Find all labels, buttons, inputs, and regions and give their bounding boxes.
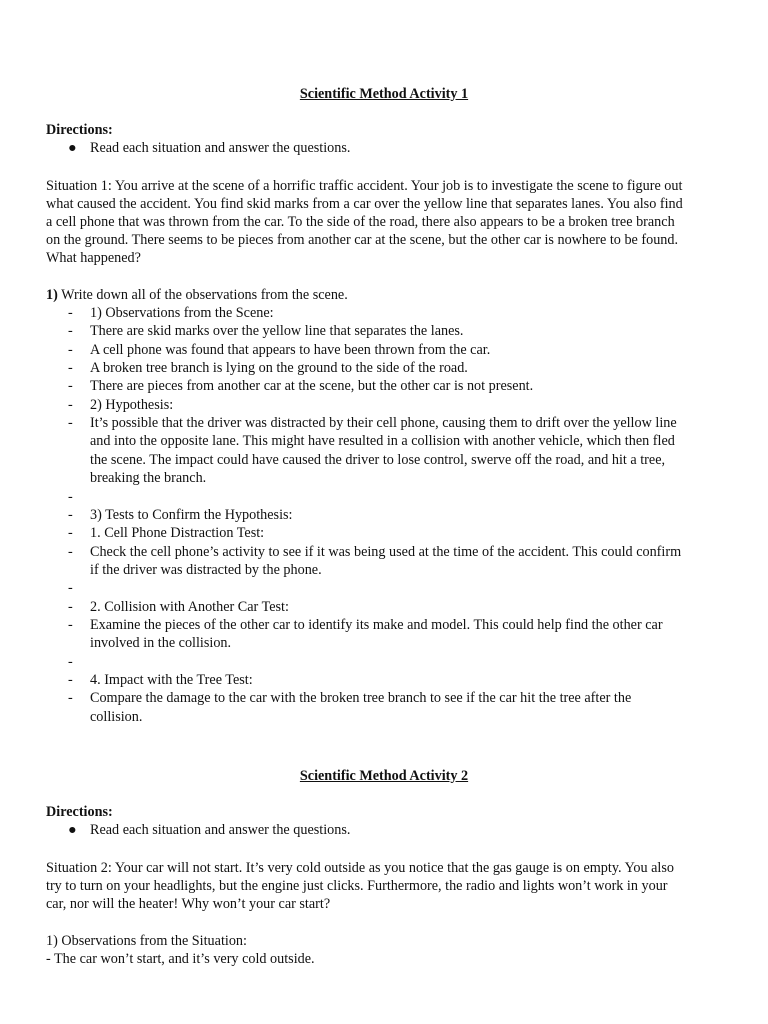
activity2-directions-bullet: Read each situation and answer the questions. [90, 822, 351, 838]
answer-line: There are skid marks over the yellow line that separates the lanes. [90, 323, 464, 339]
answer-line: collision. [90, 709, 143, 725]
dash-bullet: - [68, 507, 73, 523]
activity1-situation-line: on the ground. There seems to be pieces from another car at the scene, but the other car is nowhere to be found. [46, 232, 679, 248]
answer-line: if the driver was distracted by the phone. [90, 562, 322, 578]
answer-line: involved in the collision. [90, 635, 232, 651]
dash-bullet: - [68, 397, 73, 413]
dash-bullet: - [68, 342, 73, 358]
activity1-situation-line: what caused the accident. You find skid marks from a car over the yellow line that separates lanes. You also find [46, 196, 683, 212]
dash-bullet: - [68, 544, 73, 560]
dash-bullet: - [68, 323, 73, 339]
activity2-situation-line: car, nor will the heater! Why won’t your car start? [46, 896, 331, 912]
answer-line: Compare the damage to the car with the broken tree branch to see if the car hit the tree after the [90, 690, 632, 706]
answer-line: It’s possible that the driver was distracted by their cell phone, causing them to drift over the yellow line [90, 415, 677, 431]
dash-bullet: - [68, 525, 73, 541]
answer-line: 2) Hypothesis: [90, 397, 174, 413]
answer-line: 4. Impact with the Tree Test: [90, 672, 253, 688]
question1-number: 1) [46, 287, 58, 303]
activity2-observation-item: - The car won’t start, and it’s very cold outside. [46, 951, 315, 967]
answer-line: 1. Cell Phone Distraction Test: [90, 525, 265, 541]
activity1-directions-label: Directions: [46, 122, 113, 138]
answer-line: A broken tree branch is lying on the ground to the side of the road. [90, 360, 468, 376]
activity2-situation-line: try to turn on your headlights, but the engine just clicks. Furthermore, the radio and lights won’t work in your [46, 878, 668, 894]
question1-text: Write down all of the observations from the scene. [57, 287, 348, 303]
answer-line: the scene. The impact could have caused the driver to lose control, swerve off the road, and hit a tree, [90, 452, 666, 468]
activity1-question1 [46, 286, 348, 304]
bullet-icon: ● [68, 822, 77, 838]
dash-bullet: - [68, 305, 73, 321]
answer-line: 2. Collision with Another Car Test: [90, 599, 289, 615]
dash-bullet: - [68, 690, 73, 706]
answer-line: Check the cell phone’s activity to see if it was being used at the time of the accident. This could confirm [90, 544, 682, 560]
bullet-icon: ● [68, 140, 77, 156]
answer-line: and into the opposite lane. This might have resulted in a collision with another vehicle, which then fled [90, 433, 675, 449]
dash-bullet: - [68, 672, 73, 688]
activity1-situation-line: What happened? [46, 250, 141, 266]
activity2-situation-line: Situation 2: Your car will not start. It’s very cold outside as you notice that the gas gauge is on empty. You also [46, 860, 674, 876]
answer-line: There are pieces from another car at the scene, but the other car is not present. [90, 378, 534, 394]
dash-bullet: - [68, 489, 73, 505]
dash-bullet: - [68, 654, 73, 670]
activity1-title: Scientific Method Activity 1 [299, 86, 469, 102]
dash-bullet: - [68, 599, 73, 615]
activity1-directions-bullet: Read each situation and answer the questions. [90, 140, 351, 156]
dash-bullet: - [68, 617, 73, 633]
answer-line: Examine the pieces of the other car to identify its make and model. This could help find the other car [90, 617, 663, 633]
answer-line: 1) Observations from the Scene: [90, 305, 274, 321]
dash-bullet: - [68, 360, 73, 376]
dash-bullet: - [68, 415, 73, 431]
activity2-directions-label: Directions: [46, 804, 113, 820]
activity1-situation-line: a cell phone that was thrown from the car. To the side of the road, there also appears to be a broken tree branch [46, 214, 675, 230]
answer-line: A cell phone was found that appears to have been thrown from the car. [90, 342, 491, 358]
answer-line: breaking the branch. [90, 470, 207, 486]
answer-line: 3) Tests to Confirm the Hypothesis: [90, 507, 293, 523]
activity2-observations-heading: 1) Observations from the Situation: [46, 933, 247, 949]
dash-bullet: - [68, 378, 73, 394]
dash-bullet: - [68, 580, 73, 596]
activity1-situation-line: Situation 1: You arrive at the scene of a horrific traffic accident. Your job is to investigate the scene to figure out [46, 178, 683, 194]
activity2-title: Scientific Method Activity 2 [299, 768, 469, 784]
